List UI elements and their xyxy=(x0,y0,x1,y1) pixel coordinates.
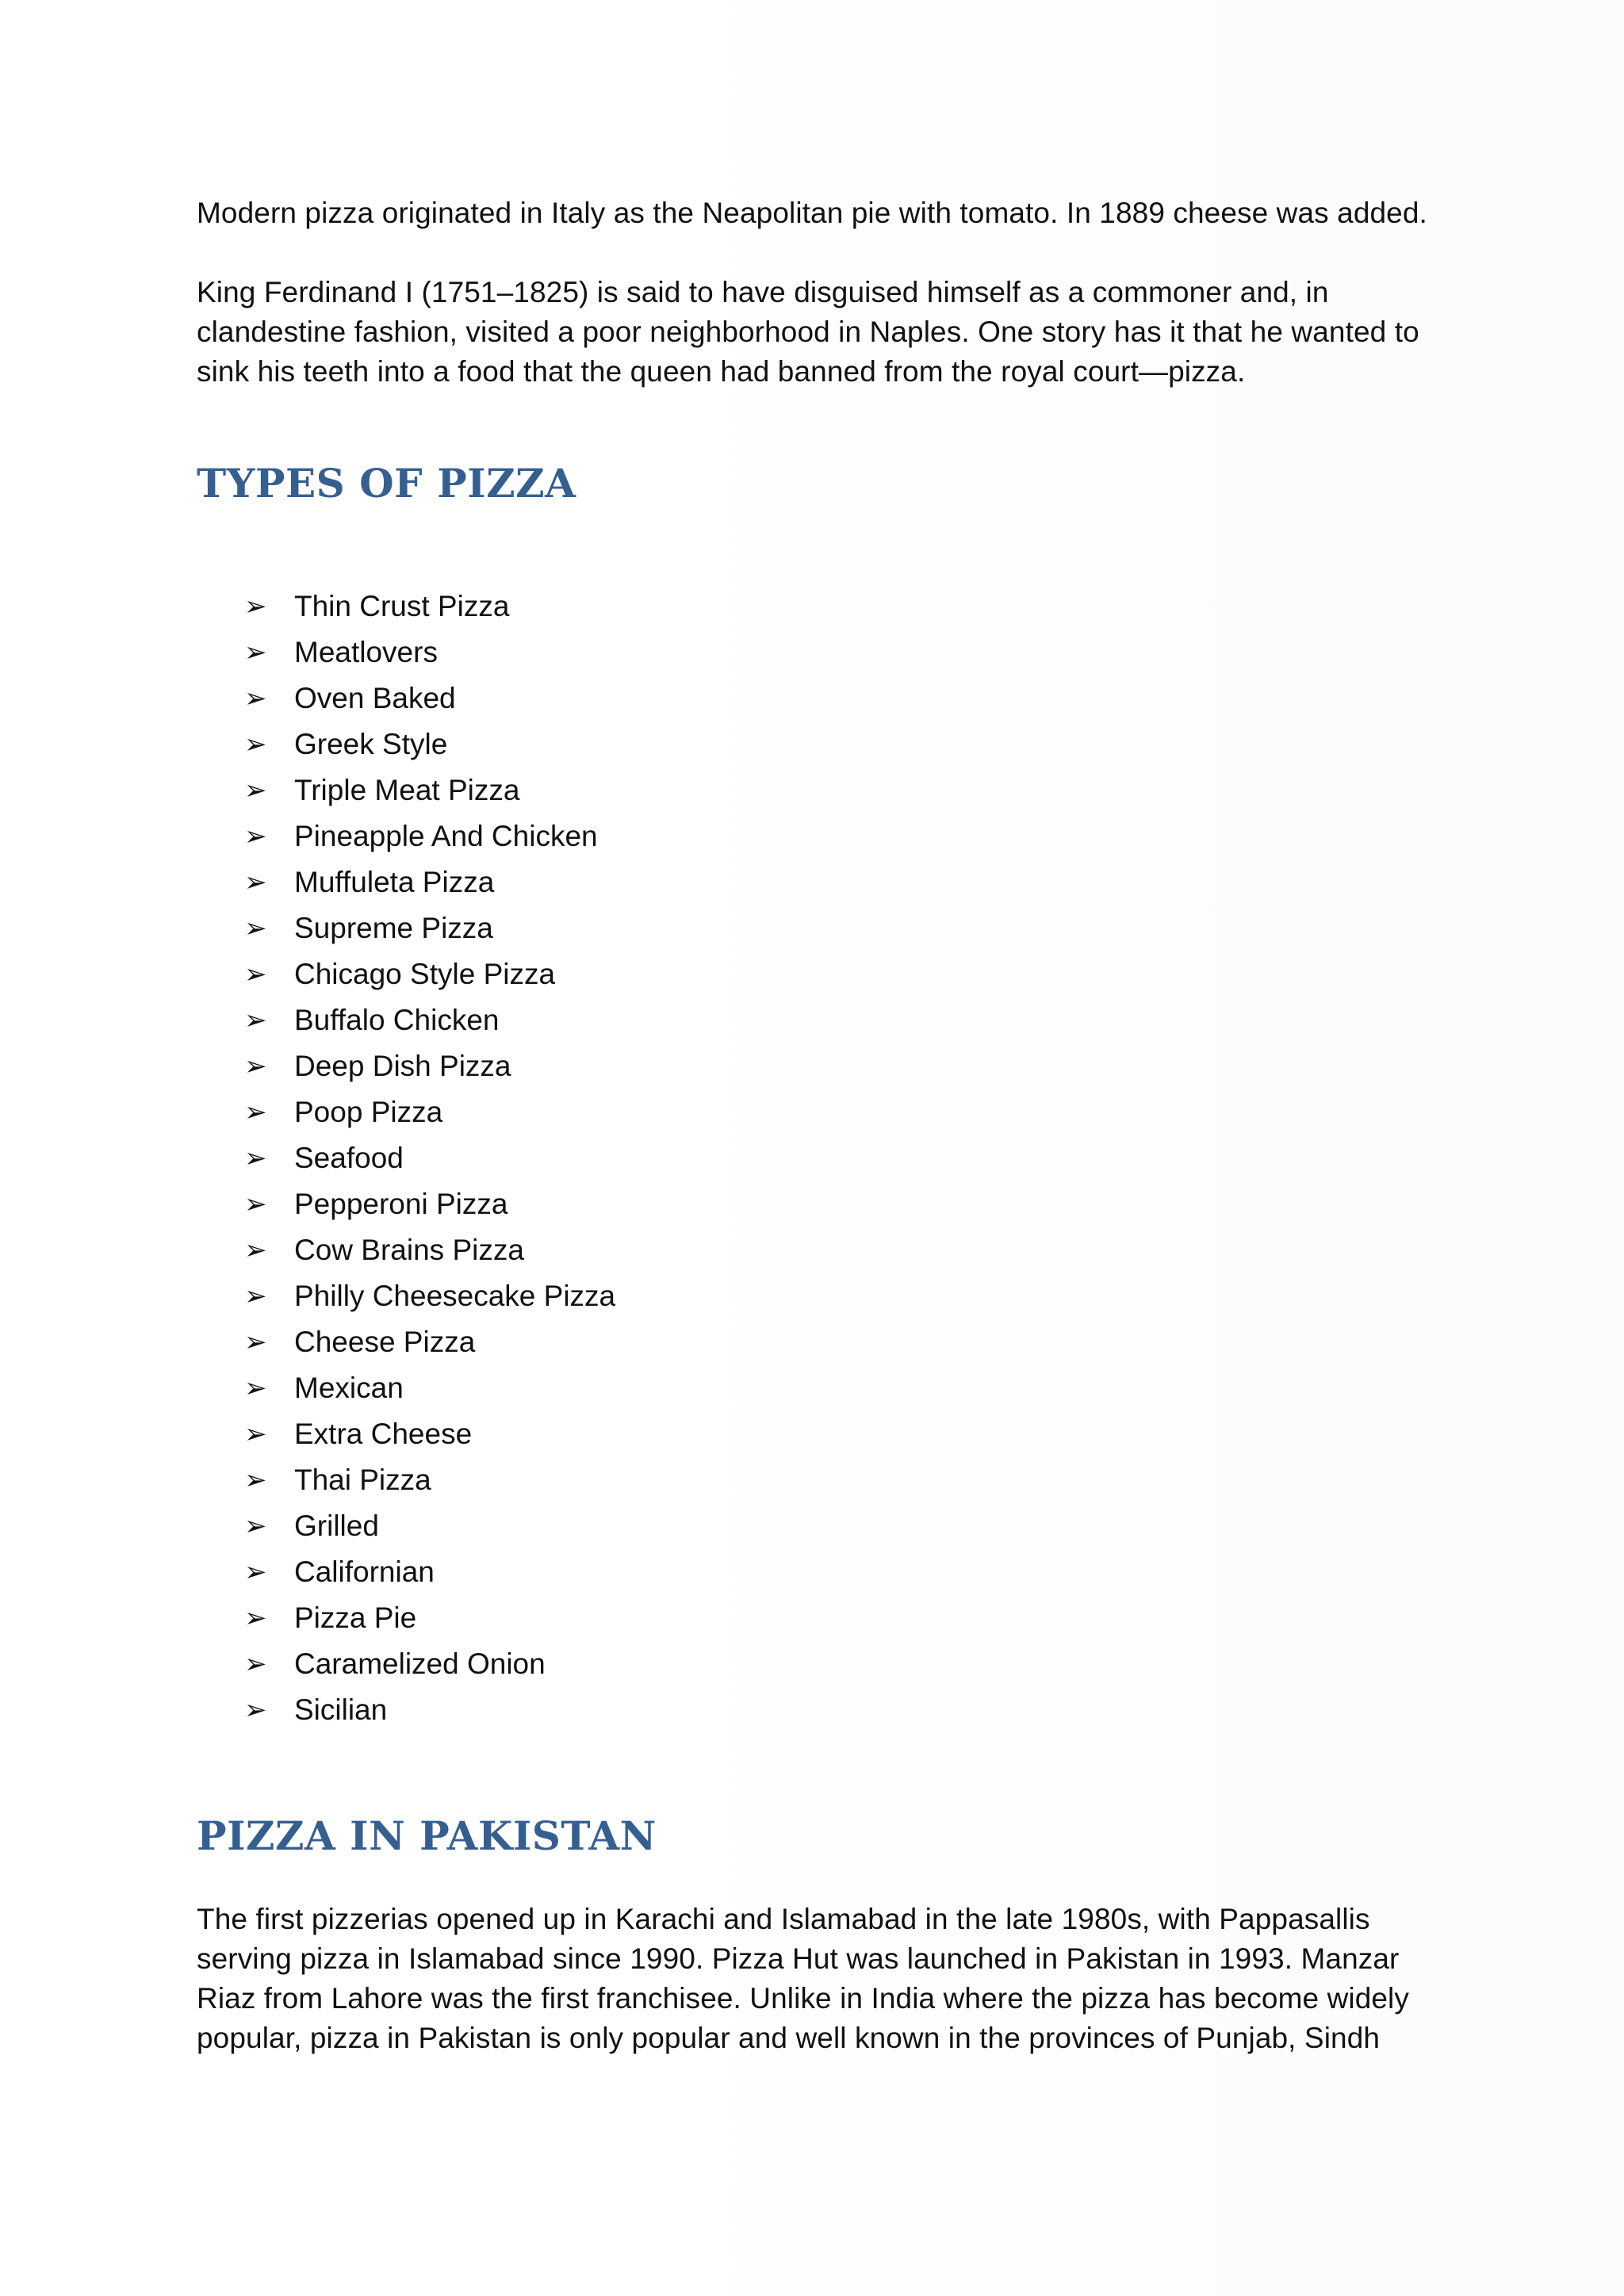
pakistan-paragraph: The first pizzerias opened up in Karachi and Islamabad in the late 1980s, with Pappasallis serving pizza in Islamabad since 1990. Pizza Hut was launched in Pakistan in 1993. Manzar Riaz from Lahore was the first franchisee. Unlike in India where the pizza has become widely popular, pizza in Pakistan is only popular and well known in the provinces of Punjab, Sindh xyxy=(197,1903,1409,2054)
list-item xyxy=(197,1227,1434,1273)
arrow-bullet-icon: ➢ xyxy=(244,1235,267,1265)
list-item-label: Seafood xyxy=(294,1142,404,1174)
list-item xyxy=(197,1273,1434,1319)
arrow-bullet-icon: ➢ xyxy=(244,637,267,668)
list-item-label: Extra Cheese xyxy=(294,1418,473,1450)
list-item xyxy=(197,1181,1434,1227)
list-item-label: Pizza Pie xyxy=(294,1601,417,1634)
list-item xyxy=(197,905,1434,951)
list-item xyxy=(197,1457,1434,1503)
document-content xyxy=(197,193,1434,2058)
list-item xyxy=(197,584,1434,629)
list-item xyxy=(197,1641,1434,1687)
list-item xyxy=(197,1411,1434,1457)
arrow-bullet-icon: ➢ xyxy=(244,1603,267,1633)
list-item xyxy=(197,629,1434,675)
list-item-label: Oven Baked xyxy=(294,682,456,714)
types-of-pizza-heading: TYPES OF PIZZA xyxy=(197,460,576,507)
list-item-label: Californian xyxy=(294,1556,435,1588)
arrow-bullet-icon: ➢ xyxy=(244,1143,267,1173)
list-item xyxy=(197,1595,1434,1641)
pizza-types-list xyxy=(197,584,1434,1733)
list-item-label: Muffuleta Pizza xyxy=(294,866,495,898)
arrow-bullet-icon: ➢ xyxy=(244,1097,267,1127)
list-item-label: Cheese Pizza xyxy=(294,1326,476,1358)
list-item-label: Supreme Pizza xyxy=(294,912,493,944)
list-item xyxy=(197,1135,1434,1181)
list-item-label: Cow Brains Pizza xyxy=(294,1234,524,1266)
arrow-bullet-icon: ➢ xyxy=(244,1051,267,1081)
list-item-label: Deep Dish Pizza xyxy=(294,1050,511,1082)
list-item-label: Meatlovers xyxy=(294,636,438,668)
arrow-bullet-icon: ➢ xyxy=(244,867,267,897)
arrow-bullet-icon: ➢ xyxy=(244,959,267,989)
list-item xyxy=(197,767,1434,813)
intro-paragraph-2: King Ferdinand I (1751–1825) is said to have disguised himself as a commoner and, in clandestine fashion, visited a poor neighborhood in Naples. One story has it that he wanted to sink his teeth into a food that the queen had banned from the royal court—pizza. xyxy=(197,276,1419,388)
arrow-bullet-icon: ➢ xyxy=(244,913,267,943)
arrow-bullet-icon: ➢ xyxy=(244,1557,267,1587)
list-item xyxy=(197,721,1434,767)
arrow-bullet-icon: ➢ xyxy=(244,1189,267,1219)
arrow-bullet-icon: ➢ xyxy=(244,729,267,760)
pizza-in-pakistan-heading: PIZZA IN PAKISTAN xyxy=(197,1812,657,1859)
list-item-label: Greek Style xyxy=(294,728,448,760)
arrow-bullet-icon: ➢ xyxy=(244,1419,267,1449)
intro-paragraph-1: Modern pizza originated in Italy as the Neapolitan pie with tomato. In 1889 cheese was added. xyxy=(197,197,1427,229)
list-item xyxy=(197,1043,1434,1089)
list-item-label: Pineapple And Chicken xyxy=(294,820,598,852)
arrow-bullet-icon: ➢ xyxy=(244,1281,267,1311)
arrow-bullet-icon: ➢ xyxy=(244,1327,267,1357)
list-item xyxy=(197,813,1434,859)
list-item xyxy=(197,1549,1434,1595)
arrow-bullet-icon: ➢ xyxy=(244,821,267,851)
list-item-label: Sicilian xyxy=(294,1693,388,1726)
list-item xyxy=(197,951,1434,997)
list-item-label: Chicago Style Pizza xyxy=(294,958,556,990)
list-item-label: Thai Pizza xyxy=(294,1464,431,1496)
arrow-bullet-icon: ➢ xyxy=(244,1465,267,1495)
arrow-bullet-icon: ➢ xyxy=(244,591,267,622)
list-item xyxy=(197,1365,1434,1411)
list-item xyxy=(197,997,1434,1043)
list-item xyxy=(197,1687,1434,1733)
list-item-label: Buffalo Chicken xyxy=(294,1004,500,1036)
arrow-bullet-icon: ➢ xyxy=(244,683,267,714)
list-item xyxy=(197,1089,1434,1135)
list-item-label: Philly Cheesecake Pizza xyxy=(294,1280,616,1312)
arrow-bullet-icon: ➢ xyxy=(244,775,267,806)
list-item xyxy=(197,1503,1434,1549)
arrow-bullet-icon: ➢ xyxy=(244,1695,267,1725)
list-item-label: Grilled xyxy=(294,1510,379,1542)
list-item-label: Pepperoni Pizza xyxy=(294,1188,508,1220)
list-item-label: Triple Meat Pizza xyxy=(294,774,520,806)
arrow-bullet-icon: ➢ xyxy=(244,1649,267,1679)
arrow-bullet-icon: ➢ xyxy=(244,1373,267,1403)
list-item-label: Thin Crust Pizza xyxy=(294,590,510,622)
list-item xyxy=(197,675,1434,721)
list-item-label: Poop Pizza xyxy=(294,1096,443,1128)
list-item-label: Caramelized Onion xyxy=(294,1647,546,1680)
list-item-label: Mexican xyxy=(294,1372,404,1404)
list-item xyxy=(197,859,1434,905)
arrow-bullet-icon: ➢ xyxy=(244,1005,267,1035)
list-item xyxy=(197,1319,1434,1365)
arrow-bullet-icon: ➢ xyxy=(244,1511,267,1541)
